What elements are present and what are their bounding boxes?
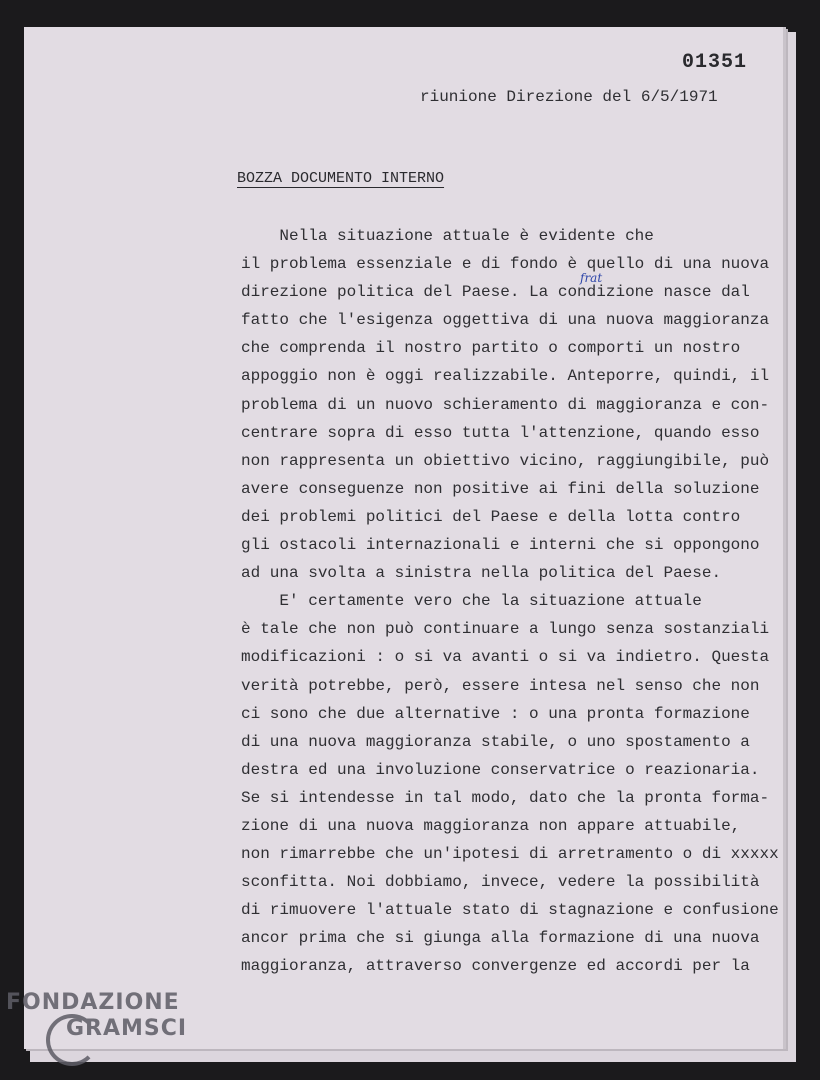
watermark-line-1: FONDAZIONE bbox=[6, 990, 180, 1015]
document-page bbox=[24, 27, 786, 1049]
text-line: non rappresenta un obiettivo vicino, raggiungibile, può bbox=[241, 451, 770, 470]
text-line: verità potrebbe, però, essere intesa nel senso che non bbox=[241, 676, 760, 695]
text-line: appoggio non è oggi realizzabile. Anteporre, quindi, il bbox=[241, 367, 770, 386]
document-body bbox=[241, 222, 779, 981]
text-line: che comprenda il nostro partito o comporti un nostro bbox=[241, 339, 741, 358]
text-line: centrare sopra di esso tutta l'attenzione, quando esso bbox=[241, 423, 760, 442]
text-line: Nella situazione attuale è evidente che bbox=[241, 227, 654, 245]
text-line: E' certamente vero che la situazione attuale bbox=[241, 592, 702, 611]
text-line: il problema essenziale e di fondo è quello di una nuova bbox=[241, 255, 770, 274]
text-line: di rimuovere l'attuale stato di stagnazione e confusione bbox=[241, 901, 779, 920]
text-line: direzione politica del Paese. La condizione nasce dal bbox=[241, 283, 750, 302]
text-line: ancor prima che si giunga alla formazione di una nuova bbox=[241, 929, 760, 948]
meeting-heading: riunione Direzione del 6/5/1971 bbox=[420, 88, 718, 106]
text-line: è tale che non può continuare a lungo senza sostanziali bbox=[241, 620, 770, 639]
text-line: modificazioni : o si va avanti o si va indietro. Questa bbox=[241, 648, 770, 667]
text-line: ci sono che due alternative : o una pronta formazione bbox=[241, 704, 750, 723]
text-line: zione di una nuova maggioranza non appare attuabile, bbox=[241, 816, 741, 835]
watermark-line-2: GRAMSCI bbox=[66, 1016, 188, 1041]
archive-watermark bbox=[6, 990, 206, 1042]
text-line: ad una svolta a sinistra nella politica del Paese. bbox=[241, 564, 722, 583]
page-edge bbox=[783, 27, 786, 1049]
text-line: dei problemi politici del Paese e della lotta contro bbox=[241, 507, 741, 526]
text-line: destra ed una involuzione conservatrice o reazionaria. bbox=[241, 760, 760, 779]
text-line: fatto che l'esigenza oggettiva di una nuova maggioranza bbox=[241, 311, 770, 330]
text-line: di una nuova maggioranza stabile, o uno spostamento a bbox=[241, 732, 750, 751]
document-title: BOZZA DOCUMENTO INTERNO bbox=[237, 170, 445, 187]
text-line: maggioranza, attraverso convergenze ed accordi per la bbox=[241, 957, 750, 976]
text-line: problema di un nuovo schieramento di maggioranza e con- bbox=[241, 395, 770, 414]
watermark-logo-icon bbox=[46, 1014, 98, 1066]
text-line: avere conseguenze non positive ai fini della soluzione bbox=[241, 479, 760, 498]
text-line: Se si intendesse in tal modo, dato che la pronta forma- bbox=[241, 788, 770, 807]
text-line: non rimarrebbe che un'ipotesi di arretramento o di xxxxx bbox=[241, 845, 779, 864]
text-line: sconfitta. Noi dobbiamo, invece, vedere la possibilità bbox=[241, 873, 760, 892]
text-line: gli ostacoli internazionali e interni che si oppongono bbox=[241, 536, 760, 555]
document-number: 01351 bbox=[682, 51, 748, 74]
handwritten-annotation: frat bbox=[580, 271, 603, 285]
